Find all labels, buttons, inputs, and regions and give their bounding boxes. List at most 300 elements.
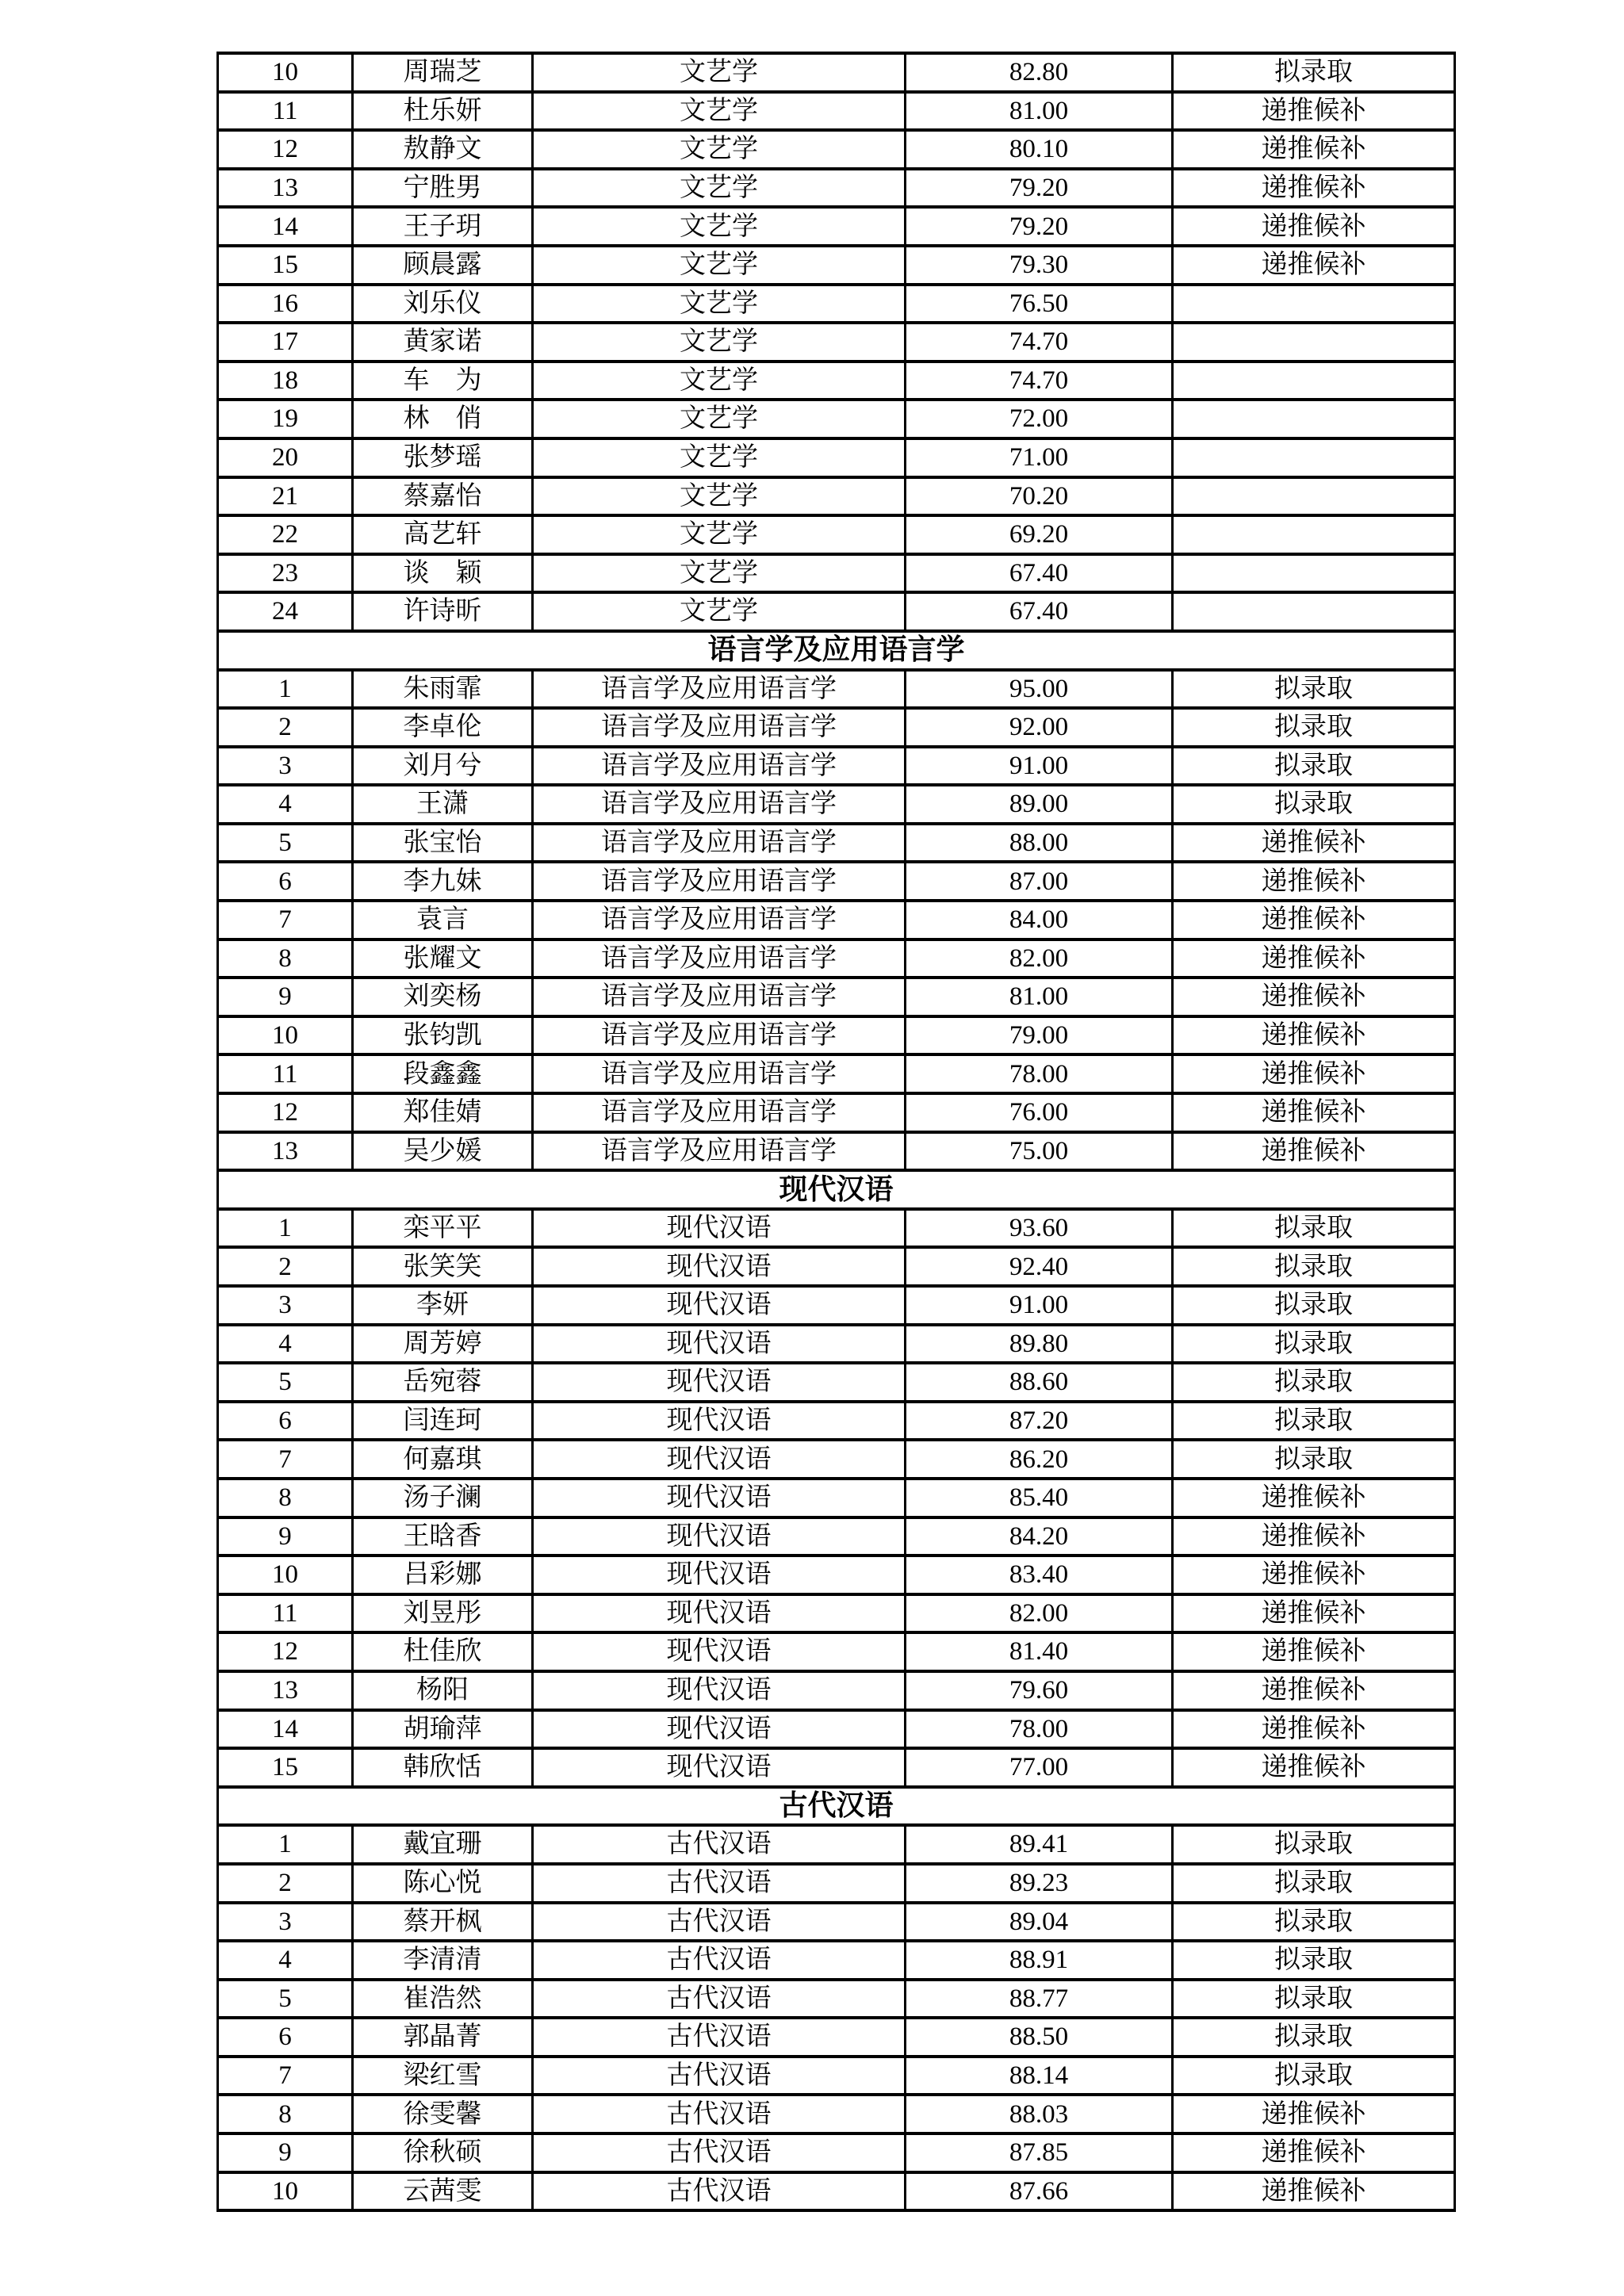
status-cell: 拟录取 bbox=[1173, 1247, 1455, 1286]
status-cell: 拟录取 bbox=[1173, 1209, 1455, 1248]
major-cell: 文艺学 bbox=[533, 438, 906, 477]
status-cell: 拟录取 bbox=[1173, 1402, 1455, 1441]
score-cell: 87.66 bbox=[906, 2172, 1173, 2211]
score-cell: 88.00 bbox=[906, 824, 1173, 863]
status-cell: 拟录取 bbox=[1173, 1325, 1455, 1364]
name-cell: 袁言 bbox=[353, 901, 533, 939]
score-cell: 84.20 bbox=[906, 1517, 1173, 1556]
name-cell: 张梦瑶 bbox=[353, 438, 533, 477]
table-row bbox=[218, 1671, 1455, 1710]
major-cell: 文艺学 bbox=[533, 515, 906, 554]
rank-cell: 2 bbox=[218, 1864, 353, 1903]
score-cell: 79.00 bbox=[906, 1016, 1173, 1055]
major-cell: 现代汉语 bbox=[533, 1671, 906, 1710]
major-cell: 古代汉语 bbox=[533, 2018, 906, 2057]
status-cell: 拟录取 bbox=[1173, 708, 1455, 747]
table-row bbox=[218, 1054, 1455, 1093]
major-cell: 文艺学 bbox=[533, 554, 906, 593]
table-row bbox=[218, 1556, 1455, 1594]
status-cell: 递推候补 bbox=[1173, 246, 1455, 285]
rank-cell: 10 bbox=[218, 53, 353, 92]
major-cell: 现代汉语 bbox=[533, 1556, 906, 1594]
name-cell: 郑佳婧 bbox=[353, 1093, 533, 1132]
major-cell: 古代汉语 bbox=[533, 1941, 906, 1980]
status-cell: 递推候补 bbox=[1173, 824, 1455, 863]
score-cell: 81.00 bbox=[906, 92, 1173, 131]
rank-cell: 21 bbox=[218, 477, 353, 516]
table-row bbox=[218, 1132, 1455, 1171]
rank-cell: 11 bbox=[218, 92, 353, 131]
status-cell: 拟录取 bbox=[1173, 670, 1455, 709]
status-cell: 拟录取 bbox=[1173, 1941, 1455, 1980]
major-cell: 文艺学 bbox=[533, 92, 906, 131]
score-cell: 95.00 bbox=[906, 670, 1173, 709]
name-cell: 王晗香 bbox=[353, 1517, 533, 1556]
score-cell: 77.00 bbox=[906, 1748, 1173, 1787]
name-cell: 王子玥 bbox=[353, 207, 533, 246]
major-cell: 现代汉语 bbox=[533, 1710, 906, 1749]
score-cell: 71.00 bbox=[906, 438, 1173, 477]
major-cell: 现代汉语 bbox=[533, 1594, 906, 1633]
major-cell: 古代汉语 bbox=[533, 2057, 906, 2095]
score-cell: 72.00 bbox=[906, 400, 1173, 438]
major-cell: 文艺学 bbox=[533, 285, 906, 323]
major-cell: 现代汉语 bbox=[533, 1247, 906, 1286]
rank-cell: 12 bbox=[218, 1632, 353, 1671]
major-cell: 现代汉语 bbox=[533, 1479, 906, 1517]
score-cell: 88.03 bbox=[906, 2095, 1173, 2133]
table-row bbox=[218, 438, 1455, 477]
name-cell: 岳宛蓉 bbox=[353, 1363, 533, 1402]
name-cell: 杜佳欣 bbox=[353, 1632, 533, 1671]
major-cell: 文艺学 bbox=[533, 130, 906, 169]
name-cell: 胡瑜萍 bbox=[353, 1710, 533, 1749]
table-row bbox=[218, 1363, 1455, 1402]
rank-cell: 23 bbox=[218, 554, 353, 593]
rank-cell: 17 bbox=[218, 323, 353, 362]
major-cell: 现代汉语 bbox=[533, 1209, 906, 1248]
name-cell: 李清清 bbox=[353, 1941, 533, 1980]
rank-cell: 9 bbox=[218, 978, 353, 1016]
major-cell: 语言学及应用语言学 bbox=[533, 1016, 906, 1055]
section-header-label: 现代汉语 bbox=[218, 1170, 1455, 1209]
rank-cell: 3 bbox=[218, 747, 353, 786]
status-cell: 拟录取 bbox=[1173, 53, 1455, 92]
rank-cell: 15 bbox=[218, 1748, 353, 1787]
table-row bbox=[218, 1710, 1455, 1749]
name-cell: 栾平平 bbox=[353, 1209, 533, 1248]
major-cell: 古代汉语 bbox=[533, 2172, 906, 2211]
table-row bbox=[218, 1748, 1455, 1787]
name-cell: 李妍 bbox=[353, 1286, 533, 1325]
score-cell: 89.41 bbox=[906, 1825, 1173, 1864]
status-cell: 递推候补 bbox=[1173, 939, 1455, 978]
status-cell: 拟录取 bbox=[1173, 1980, 1455, 2019]
name-cell: 刘乐仪 bbox=[353, 285, 533, 323]
status-cell: 拟录取 bbox=[1173, 1440, 1455, 1479]
rank-cell: 11 bbox=[218, 1054, 353, 1093]
score-cell: 88.50 bbox=[906, 2018, 1173, 2057]
name-cell: 闫连珂 bbox=[353, 1402, 533, 1441]
rank-cell: 7 bbox=[218, 2057, 353, 2095]
major-cell: 语言学及应用语言学 bbox=[533, 978, 906, 1016]
status-cell: 递推候补 bbox=[1173, 1710, 1455, 1749]
status-cell: 拟录取 bbox=[1173, 1825, 1455, 1864]
major-cell: 语言学及应用语言学 bbox=[533, 747, 906, 786]
name-cell: 敖静文 bbox=[353, 130, 533, 169]
score-cell: 82.00 bbox=[906, 939, 1173, 978]
score-cell: 79.20 bbox=[906, 169, 1173, 208]
table-row bbox=[218, 785, 1455, 824]
score-cell: 82.00 bbox=[906, 1594, 1173, 1633]
name-cell: 蔡开枫 bbox=[353, 1903, 533, 1942]
score-cell: 74.70 bbox=[906, 362, 1173, 400]
rank-cell: 7 bbox=[218, 901, 353, 939]
rank-cell: 7 bbox=[218, 1440, 353, 1479]
rank-cell: 3 bbox=[218, 1286, 353, 1325]
major-cell: 语言学及应用语言学 bbox=[533, 939, 906, 978]
major-cell: 语言学及应用语言学 bbox=[533, 901, 906, 939]
major-cell: 语言学及应用语言学 bbox=[533, 708, 906, 747]
name-cell: 张耀文 bbox=[353, 939, 533, 978]
table-row bbox=[218, 1286, 1455, 1325]
status-cell: 递推候补 bbox=[1173, 862, 1455, 901]
status-cell: 递推候补 bbox=[1173, 1556, 1455, 1594]
table-row bbox=[218, 592, 1455, 631]
rank-cell: 8 bbox=[218, 939, 353, 978]
table-row bbox=[218, 2057, 1455, 2095]
name-cell: 云茜雯 bbox=[353, 2172, 533, 2211]
status-cell: 拟录取 bbox=[1173, 785, 1455, 824]
table-row bbox=[218, 169, 1455, 208]
score-cell: 88.77 bbox=[906, 1980, 1173, 2019]
score-cell: 85.40 bbox=[906, 1479, 1173, 1517]
status-cell: 递推候补 bbox=[1173, 901, 1455, 939]
rank-cell: 14 bbox=[218, 207, 353, 246]
rank-cell: 14 bbox=[218, 1710, 353, 1749]
score-cell: 67.40 bbox=[906, 554, 1173, 593]
status-cell bbox=[1173, 592, 1455, 631]
status-cell: 递推候补 bbox=[1173, 1517, 1455, 1556]
rank-cell: 8 bbox=[218, 2095, 353, 2133]
name-cell: 黄家诺 bbox=[353, 323, 533, 362]
major-cell: 古代汉语 bbox=[533, 1825, 906, 1864]
rank-cell: 4 bbox=[218, 1325, 353, 1364]
score-cell: 89.80 bbox=[906, 1325, 1173, 1364]
score-cell: 91.00 bbox=[906, 1286, 1173, 1325]
name-cell: 谈 颖 bbox=[353, 554, 533, 593]
status-cell: 递推候补 bbox=[1173, 2133, 1455, 2172]
status-cell: 递推候补 bbox=[1173, 207, 1455, 246]
rank-cell: 16 bbox=[218, 285, 353, 323]
table-row bbox=[218, 747, 1455, 786]
status-cell bbox=[1173, 285, 1455, 323]
status-cell bbox=[1173, 438, 1455, 477]
status-cell bbox=[1173, 362, 1455, 400]
table-row bbox=[218, 2018, 1455, 2057]
major-cell: 文艺学 bbox=[533, 53, 906, 92]
score-cell: 89.00 bbox=[906, 785, 1173, 824]
status-cell: 递推候补 bbox=[1173, 1479, 1455, 1517]
score-cell: 84.00 bbox=[906, 901, 1173, 939]
status-cell: 递推候补 bbox=[1173, 2095, 1455, 2133]
rank-cell: 19 bbox=[218, 400, 353, 438]
admission-table-body bbox=[218, 53, 1455, 2210]
status-cell bbox=[1173, 554, 1455, 593]
major-cell: 文艺学 bbox=[533, 323, 906, 362]
table-row bbox=[218, 246, 1455, 285]
major-cell: 语言学及应用语言学 bbox=[533, 862, 906, 901]
name-cell: 周瑞芝 bbox=[353, 53, 533, 92]
name-cell: 蔡嘉怡 bbox=[353, 477, 533, 516]
rank-cell: 10 bbox=[218, 1556, 353, 1594]
score-cell: 76.50 bbox=[906, 285, 1173, 323]
score-cell: 93.60 bbox=[906, 1209, 1173, 1248]
score-cell: 76.00 bbox=[906, 1093, 1173, 1132]
score-cell: 78.00 bbox=[906, 1710, 1173, 1749]
score-cell: 79.60 bbox=[906, 1671, 1173, 1710]
major-cell: 语言学及应用语言学 bbox=[533, 670, 906, 709]
status-cell: 递推候补 bbox=[1173, 1748, 1455, 1787]
major-cell: 文艺学 bbox=[533, 207, 906, 246]
table-row bbox=[218, 1825, 1455, 1864]
major-cell: 现代汉语 bbox=[533, 1517, 906, 1556]
name-cell: 汤子澜 bbox=[353, 1479, 533, 1517]
table-row bbox=[218, 1594, 1455, 1633]
name-cell: 梁红雪 bbox=[353, 2057, 533, 2095]
major-cell: 古代汉语 bbox=[533, 1864, 906, 1903]
table-row bbox=[218, 1517, 1455, 1556]
status-cell: 拟录取 bbox=[1173, 747, 1455, 786]
status-cell: 递推候补 bbox=[1173, 978, 1455, 1016]
major-cell: 语言学及应用语言学 bbox=[533, 1093, 906, 1132]
name-cell: 顾晨露 bbox=[353, 246, 533, 285]
name-cell: 徐秋硕 bbox=[353, 2133, 533, 2172]
score-cell: 75.00 bbox=[906, 1132, 1173, 1171]
table-row bbox=[218, 1325, 1455, 1364]
score-cell: 92.00 bbox=[906, 708, 1173, 747]
rank-cell: 12 bbox=[218, 130, 353, 169]
name-cell: 林 俏 bbox=[353, 400, 533, 438]
score-cell: 88.91 bbox=[906, 1941, 1173, 1980]
rank-cell: 2 bbox=[218, 708, 353, 747]
table-row bbox=[218, 92, 1455, 131]
major-cell: 现代汉语 bbox=[533, 1632, 906, 1671]
major-cell: 现代汉语 bbox=[533, 1286, 906, 1325]
name-cell: 张钧凯 bbox=[353, 1016, 533, 1055]
major-cell: 文艺学 bbox=[533, 477, 906, 516]
name-cell: 李卓伦 bbox=[353, 708, 533, 747]
name-cell: 宁胜男 bbox=[353, 169, 533, 208]
name-cell: 陈心悦 bbox=[353, 1864, 533, 1903]
table-row bbox=[218, 1980, 1455, 2019]
table-row bbox=[218, 670, 1455, 709]
major-cell: 文艺学 bbox=[533, 592, 906, 631]
major-cell: 现代汉语 bbox=[533, 1748, 906, 1787]
table-row bbox=[218, 2172, 1455, 2211]
score-cell: 67.40 bbox=[906, 592, 1173, 631]
major-cell: 现代汉语 bbox=[533, 1325, 906, 1364]
name-cell: 郭晶菁 bbox=[353, 2018, 533, 2057]
rank-cell: 6 bbox=[218, 862, 353, 901]
major-cell: 古代汉语 bbox=[533, 2133, 906, 2172]
name-cell: 刘月兮 bbox=[353, 747, 533, 786]
score-cell: 83.40 bbox=[906, 1556, 1173, 1594]
score-cell: 82.80 bbox=[906, 53, 1173, 92]
rank-cell: 4 bbox=[218, 1941, 353, 1980]
status-cell: 拟录取 bbox=[1173, 1363, 1455, 1402]
major-cell: 语言学及应用语言学 bbox=[533, 824, 906, 863]
status-cell: 递推候补 bbox=[1173, 1132, 1455, 1171]
table-row bbox=[218, 477, 1455, 516]
table-row bbox=[218, 1632, 1455, 1671]
rank-cell: 3 bbox=[218, 1903, 353, 1942]
status-cell: 递推候补 bbox=[1173, 1054, 1455, 1093]
rank-cell: 4 bbox=[218, 785, 353, 824]
score-cell: 70.20 bbox=[906, 477, 1173, 516]
score-cell: 88.60 bbox=[906, 1363, 1173, 1402]
rank-cell: 13 bbox=[218, 1671, 353, 1710]
rank-cell: 11 bbox=[218, 1594, 353, 1633]
table-row bbox=[218, 978, 1455, 1016]
section-header-row bbox=[218, 1787, 1455, 1826]
section-header-label: 语言学及应用语言学 bbox=[218, 631, 1455, 670]
score-cell: 78.00 bbox=[906, 1054, 1173, 1093]
name-cell: 吴少媛 bbox=[353, 1132, 533, 1171]
admission-result-table bbox=[216, 52, 1456, 2212]
status-cell: 递推候补 bbox=[1173, 1671, 1455, 1710]
score-cell: 88.14 bbox=[906, 2057, 1173, 2095]
name-cell: 韩欣恬 bbox=[353, 1748, 533, 1787]
major-cell: 文艺学 bbox=[533, 169, 906, 208]
major-cell: 现代汉语 bbox=[533, 1440, 906, 1479]
name-cell: 朱雨霏 bbox=[353, 670, 533, 709]
score-cell: 80.10 bbox=[906, 130, 1173, 169]
table-row bbox=[218, 1903, 1455, 1942]
score-cell: 81.00 bbox=[906, 978, 1173, 1016]
name-cell: 王潇 bbox=[353, 785, 533, 824]
rank-cell: 8 bbox=[218, 1479, 353, 1517]
table-row bbox=[218, 2095, 1455, 2133]
name-cell: 刘昱彤 bbox=[353, 1594, 533, 1633]
table-row bbox=[218, 1247, 1455, 1286]
name-cell: 段鑫鑫 bbox=[353, 1054, 533, 1093]
name-cell: 崔浩然 bbox=[353, 1980, 533, 2019]
rank-cell: 9 bbox=[218, 1517, 353, 1556]
major-cell: 文艺学 bbox=[533, 362, 906, 400]
name-cell: 车 为 bbox=[353, 362, 533, 400]
status-cell: 递推候补 bbox=[1173, 1632, 1455, 1671]
score-cell: 79.20 bbox=[906, 207, 1173, 246]
rank-cell: 5 bbox=[218, 824, 353, 863]
major-cell: 语言学及应用语言学 bbox=[533, 785, 906, 824]
status-cell bbox=[1173, 400, 1455, 438]
name-cell: 戴宜珊 bbox=[353, 1825, 533, 1864]
table-row bbox=[218, 708, 1455, 747]
rank-cell: 9 bbox=[218, 2133, 353, 2172]
major-cell: 古代汉语 bbox=[533, 2095, 906, 2133]
table-row bbox=[218, 862, 1455, 901]
status-cell bbox=[1173, 515, 1455, 554]
name-cell: 徐雯馨 bbox=[353, 2095, 533, 2133]
name-cell: 许诗昕 bbox=[353, 592, 533, 631]
status-cell: 递推候补 bbox=[1173, 1016, 1455, 1055]
table-row bbox=[218, 1440, 1455, 1479]
table-row bbox=[218, 323, 1455, 362]
score-cell: 92.40 bbox=[906, 1247, 1173, 1286]
rank-cell: 1 bbox=[218, 1209, 353, 1248]
score-cell: 87.20 bbox=[906, 1402, 1173, 1441]
major-cell: 文艺学 bbox=[533, 246, 906, 285]
name-cell: 刘奕杨 bbox=[353, 978, 533, 1016]
status-cell: 拟录取 bbox=[1173, 1903, 1455, 1942]
major-cell: 现代汉语 bbox=[533, 1402, 906, 1441]
table-row bbox=[218, 1402, 1455, 1441]
status-cell: 拟录取 bbox=[1173, 2057, 1455, 2095]
rank-cell: 10 bbox=[218, 1016, 353, 1055]
rank-cell: 2 bbox=[218, 1247, 353, 1286]
name-cell: 李九妹 bbox=[353, 862, 533, 901]
table-row bbox=[218, 939, 1455, 978]
table-row bbox=[218, 901, 1455, 939]
rank-cell: 5 bbox=[218, 1363, 353, 1402]
status-cell: 递推候补 bbox=[1173, 130, 1455, 169]
name-cell: 吕彩娜 bbox=[353, 1556, 533, 1594]
table-row bbox=[218, 285, 1455, 323]
rank-cell: 1 bbox=[218, 670, 353, 709]
status-cell: 拟录取 bbox=[1173, 2018, 1455, 2057]
rank-cell: 1 bbox=[218, 1825, 353, 1864]
table-row bbox=[218, 1209, 1455, 1248]
rank-cell: 6 bbox=[218, 1402, 353, 1441]
table-row bbox=[218, 554, 1455, 593]
name-cell: 杜乐妍 bbox=[353, 92, 533, 131]
score-cell: 89.04 bbox=[906, 1903, 1173, 1942]
major-cell: 古代汉语 bbox=[533, 1980, 906, 2019]
status-cell: 拟录取 bbox=[1173, 1286, 1455, 1325]
name-cell: 张宝怡 bbox=[353, 824, 533, 863]
section-header-row bbox=[218, 631, 1455, 670]
status-cell: 拟录取 bbox=[1173, 1864, 1455, 1903]
table-row bbox=[218, 515, 1455, 554]
score-cell: 87.85 bbox=[906, 2133, 1173, 2172]
section-header-row bbox=[218, 1170, 1455, 1209]
table-row bbox=[218, 362, 1455, 400]
major-cell: 语言学及应用语言学 bbox=[533, 1054, 906, 1093]
score-cell: 79.30 bbox=[906, 246, 1173, 285]
table-row bbox=[218, 1016, 1455, 1055]
status-cell: 递推候补 bbox=[1173, 1093, 1455, 1132]
major-cell: 古代汉语 bbox=[533, 1903, 906, 1942]
score-cell: 91.00 bbox=[906, 747, 1173, 786]
rank-cell: 10 bbox=[218, 2172, 353, 2211]
rank-cell: 13 bbox=[218, 169, 353, 208]
table-row bbox=[218, 400, 1455, 438]
table-row bbox=[218, 1479, 1455, 1517]
name-cell: 周芳婷 bbox=[353, 1325, 533, 1364]
rank-cell: 6 bbox=[218, 2018, 353, 2057]
rank-cell: 13 bbox=[218, 1132, 353, 1171]
rank-cell: 20 bbox=[218, 438, 353, 477]
table-row bbox=[218, 53, 1455, 92]
major-cell: 语言学及应用语言学 bbox=[533, 1132, 906, 1171]
name-cell: 何嘉琪 bbox=[353, 1440, 533, 1479]
score-cell: 86.20 bbox=[906, 1440, 1173, 1479]
major-cell: 文艺学 bbox=[533, 400, 906, 438]
table-row bbox=[218, 1941, 1455, 1980]
score-cell: 81.40 bbox=[906, 1632, 1173, 1671]
major-cell: 现代汉语 bbox=[533, 1363, 906, 1402]
